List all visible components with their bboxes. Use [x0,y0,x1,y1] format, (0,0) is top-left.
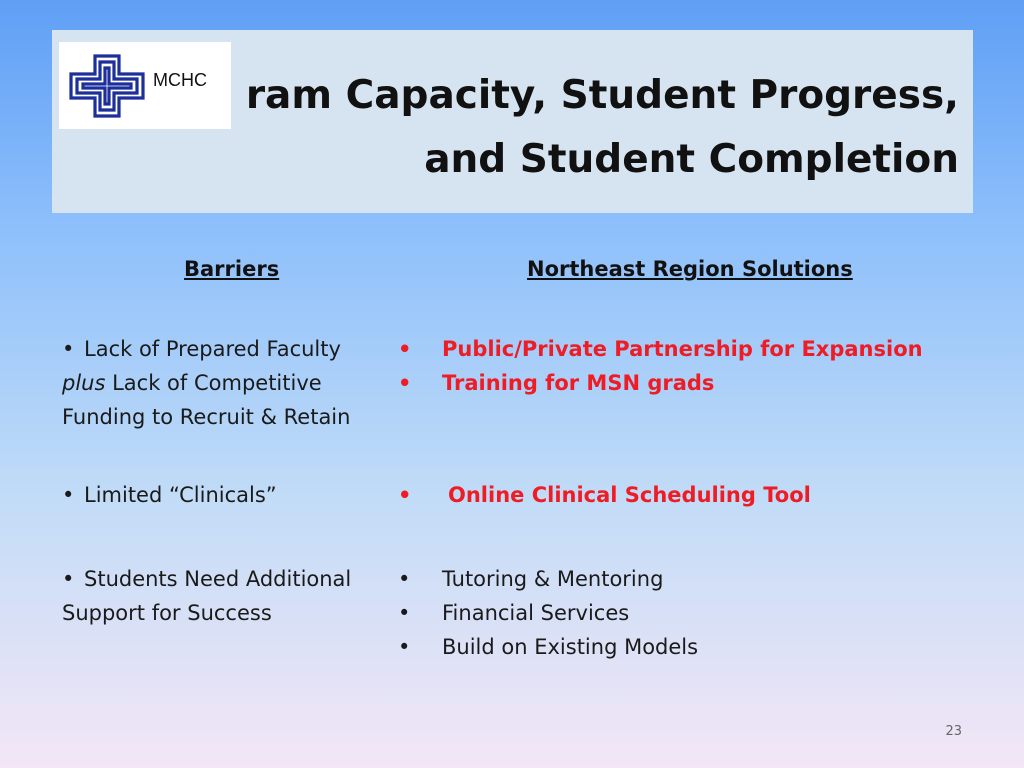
barrier-1-line-2 [62,366,402,400]
barrier-2-line-1: • Limited “Clinicals” [62,478,402,512]
barrier-3 [62,562,402,630]
solution-group-1 [420,332,980,400]
barrier-3-line-1: • Students Need Additional [62,562,402,596]
barrier-1-line-3: Funding to Recruit & Retain [62,405,351,429]
solution-group-2 [420,478,980,512]
barrier-1-line-1: • Lack of Prepared Faculty [62,332,402,366]
solution-3-2: • Financial Services [420,596,980,630]
solution-2-1 [420,478,980,512]
cross-logo-icon [67,52,149,120]
barrier-3-line-2: Support for Success [62,601,272,625]
mchc-logo [59,42,231,129]
solution-1-1: • Public/Private Partnership for Expansion [420,332,980,366]
barriers-header: Barriers [184,257,280,281]
slide-title-line-2: and Student Completion [424,137,959,182]
slide-title-line-1: ram Capacity, Student Progress, [245,73,959,118]
barrier-2 [62,478,402,512]
solution-3-3: • Build on Existing Models [420,630,980,664]
logo-text: MCHC [153,70,207,90]
slide-title [246,64,959,192]
solution-2-1-text: Online Clinical Scheduling Tool [448,483,811,507]
barrier-1 [62,332,402,434]
solution-group-3 [420,562,980,664]
page-number: 23 [945,724,962,739]
barrier-1-plus: plus [62,371,106,395]
solution-1-2: • Training for MSN grads [420,366,980,400]
barrier-1-line-2-text: Lack of Competitive [112,371,322,395]
solutions-header: Northeast Region Solutions [527,257,853,281]
solution-3-1: • Tutoring & Mentoring [420,562,980,596]
